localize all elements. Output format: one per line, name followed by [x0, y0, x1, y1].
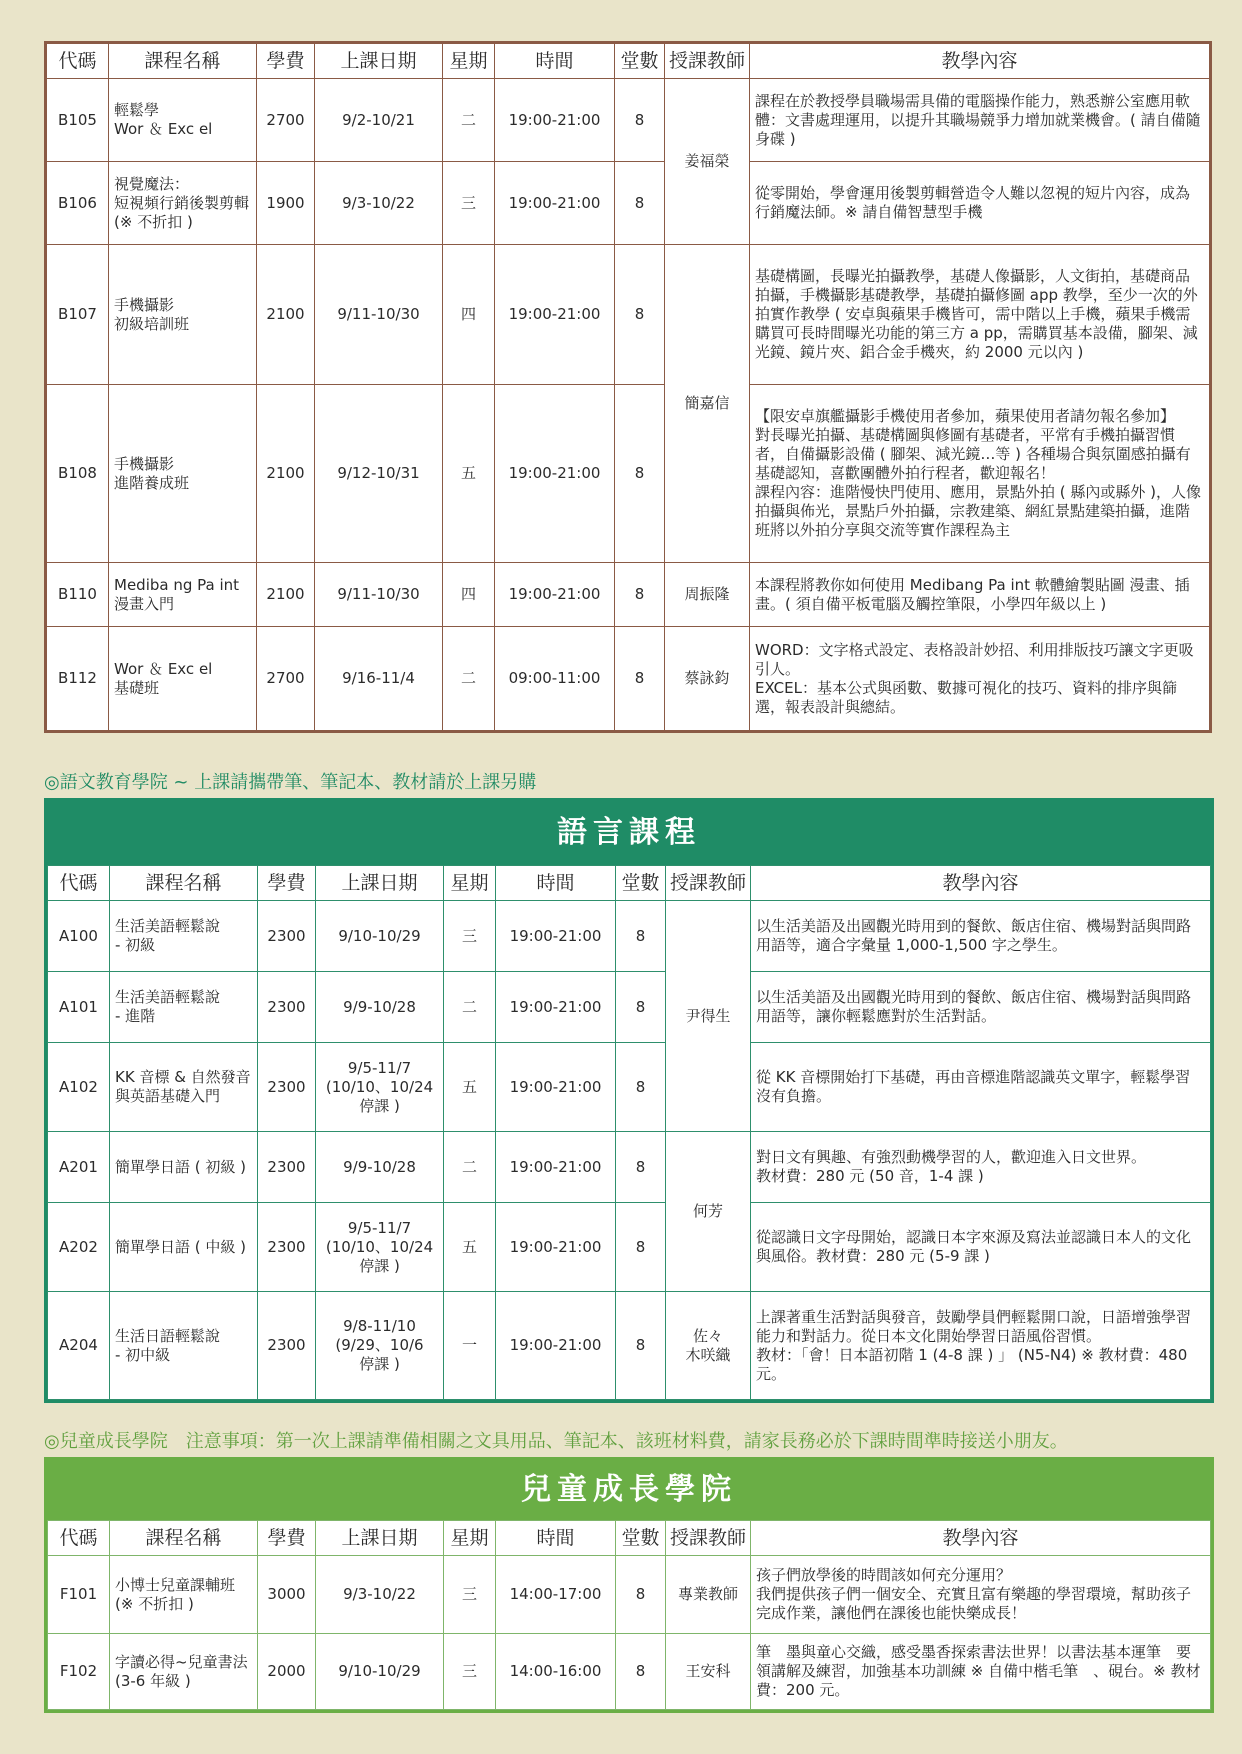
table-header-row: [48, 1521, 1211, 1556]
course-date: 9/8-11/10 (9/29、10/6 停課 ): [316, 1292, 444, 1400]
course-day: 三: [444, 901, 496, 972]
course-count: 8: [616, 1203, 666, 1292]
table-row: [48, 901, 1211, 972]
table-row: [47, 385, 1210, 563]
course-fee: 2100: [257, 245, 315, 385]
table-header-row: [48, 866, 1211, 901]
course-desc: 從零開始，學會運用後製剪輯營造令人難以忽視的短片內容，成為行銷魔法師。※ 請自備智慧型手機: [750, 162, 1210, 245]
course-fee: 2100: [257, 385, 315, 563]
course-desc: 孩子們放學後的時間該如何充分運用？ 我們提供孩子們一個安全、充實且富有樂趣的學習環境，幫助孩子完成作業，讓他們在課後也能快樂成長！: [751, 1556, 1211, 1634]
table-row: [48, 1556, 1211, 1634]
course-count: 8: [616, 1556, 666, 1634]
course-desc: 【限安卓旗艦攝影手機使用者參加，蘋果使用者請勿報名參加】 對長曝光拍攝、基礎構圖與修圖有基礎者，平常有手機拍攝習慣者，自備攝影設備 ( 腳架、減光鏡…等 ) 各種場合與氛圍感拍攝有基礎認知，喜歡團體外拍行程者，歡迎報名！ 課程內容：進階慢快門使用、應用，景點外拍 ( 縣內或縣外 )，人像拍攝與佈光，景點戶外拍攝，宗教建築、網紅景點建築拍攝，進階班將以外拍分享與交流等實作課程為主: [750, 385, 1210, 563]
course-time: 19:00-21:00: [496, 1043, 616, 1132]
course-name: 生活日語輕鬆說 - 初中級: [110, 1292, 258, 1400]
course-date: 9/12-10/31: [315, 385, 443, 563]
header-day: 星期: [443, 44, 495, 79]
header-desc: 教學內容: [751, 866, 1211, 901]
course-name: Mediba ng Pa int 漫畫入門: [109, 563, 257, 627]
course-day: 五: [443, 385, 495, 563]
course-fee: 2300: [258, 1132, 316, 1203]
course-time: 19:00-21:00: [495, 563, 615, 627]
course-code: A102: [48, 1043, 110, 1132]
language-section-note: ◎語文教育學院 ~ 上課請攜帶筆、筆記本、教材請於上課另購: [44, 772, 537, 793]
children-course-section: [44, 1457, 1214, 1713]
header-time: 時間: [496, 1521, 616, 1556]
course-time: 19:00-21:00: [495, 162, 615, 245]
course-code: B112: [47, 627, 109, 731]
course-desc: 從 KK 音標開始打下基礎，再由音標進階認識英文單字，輕鬆學習沒有負擔。: [751, 1043, 1211, 1132]
course-time: 19:00-21:00: [496, 1132, 616, 1203]
course-day: 五: [444, 1043, 496, 1132]
course-fee: 2700: [257, 627, 315, 731]
course-name: 輕鬆學 Wor ＆ Exc el: [109, 79, 257, 162]
header-fee: 學費: [257, 44, 315, 79]
course-time: 19:00-21:00: [495, 79, 615, 162]
header-count: 堂數: [616, 1521, 666, 1556]
course-teacher: 佐々 木咲織: [666, 1292, 751, 1400]
table-row: [48, 1203, 1211, 1292]
course-fee: 2000: [258, 1634, 316, 1710]
course-name: 小博士兒童課輔班 (※ 不折扣 ): [110, 1556, 258, 1634]
course-fee: 2300: [258, 1203, 316, 1292]
course-date: 9/2-10/21: [315, 79, 443, 162]
header-day: 星期: [444, 1521, 496, 1556]
course-code: A101: [48, 972, 110, 1043]
header-desc: 教學內容: [750, 44, 1210, 79]
course-teacher: 周振隆: [665, 563, 750, 627]
course-day: 三: [443, 162, 495, 245]
course-day: 二: [443, 79, 495, 162]
course-date: 9/9-10/28: [316, 972, 444, 1043]
course-name: 字讀必得~兒童書法 (3-6 年級 ): [110, 1634, 258, 1710]
course-code: A204: [48, 1292, 110, 1400]
course-desc: 對日文有興趣、有強烈動機學習的人，歡迎進入日文世界。 教材費：280 元 (50 音，1-4 課 ): [751, 1132, 1211, 1203]
course-code: A100: [48, 901, 110, 972]
language-course-section: [44, 798, 1214, 1403]
header-count: 堂數: [615, 44, 665, 79]
course-time: 19:00-21:00: [496, 1292, 616, 1400]
header-teacher: 授課教師: [666, 1521, 751, 1556]
course-fee: 3000: [258, 1556, 316, 1634]
course-time: 19:00-21:00: [495, 385, 615, 563]
course-count: 8: [616, 901, 666, 972]
course-date: 9/5-11/7 (10/10、10/24 停課 ): [316, 1203, 444, 1292]
children-banner-title: 兒童成長學院: [521, 1472, 737, 1507]
course-name: 手機攝影 進階養成班: [109, 385, 257, 563]
course-name: 視覺魔法： 短視頻行銷後製剪輯 (※ 不折扣 ): [109, 162, 257, 245]
course-time: 19:00-21:00: [496, 1203, 616, 1292]
course-count: 8: [616, 1043, 666, 1132]
table-row: [47, 563, 1210, 627]
course-name: 簡單學日語 ( 初級 ): [110, 1132, 258, 1203]
table-row: [47, 627, 1210, 731]
course-fee: 2300: [258, 1043, 316, 1132]
header-name: 課程名稱: [109, 44, 257, 79]
course-day: 四: [443, 245, 495, 385]
course-count: 8: [616, 972, 666, 1043]
children-course-table: [47, 1520, 1211, 1710]
course-desc: 課程在於教授學員職場需具備的電腦操作能力，熟悉辦公室應用軟體：文書處理運用，以提升其職場競爭力增加就業機會。( 請自備隨身碟 ): [750, 79, 1210, 162]
course-teacher: 姜福榮: [665, 79, 750, 245]
header-time: 時間: [495, 44, 615, 79]
course-fee: 1900: [257, 162, 315, 245]
course-date: 9/10-10/29: [316, 901, 444, 972]
course-day: 三: [444, 1634, 496, 1710]
children-section-note: ◎兒童成長學院 注意事項：第一次上課請準備相關之文具用品、筆記本、該班材料費，請家長務必於下課時間準時接送小朋友。: [44, 1431, 1068, 1452]
course-code: B107: [47, 245, 109, 385]
course-date: 9/16-11/4: [315, 627, 443, 731]
course-count: 8: [615, 627, 665, 731]
header-fee: 學費: [258, 1521, 316, 1556]
course-count: 8: [615, 245, 665, 385]
header-fee: 學費: [258, 866, 316, 901]
course-name: 生活美語輕鬆說 - 初級: [110, 901, 258, 972]
course-count: 8: [615, 162, 665, 245]
course-teacher: 尹得生: [666, 901, 751, 1132]
course-day: 三: [444, 1556, 496, 1634]
course-date: 9/11-10/30: [315, 245, 443, 385]
header-date: 上課日期: [315, 44, 443, 79]
table-row: [48, 1292, 1211, 1400]
course-count: 8: [615, 385, 665, 563]
course-day: 二: [444, 972, 496, 1043]
course-name: 手機攝影 初級培訓班: [109, 245, 257, 385]
course-name: 簡單學日語 ( 中級 ): [110, 1203, 258, 1292]
course-date: 9/10-10/29: [316, 1634, 444, 1710]
course-desc: 上課著重生活對話與發音，鼓勵學員們輕鬆開口說，日語增強學習能力和對話力。從日本文化開始學習日語風俗習慣。 教材：「會！日本語初階 1 (4-8 課 ) 」 (N5-N4) ※ 教材費：480 元。: [751, 1292, 1211, 1400]
course-code: A201: [48, 1132, 110, 1203]
course-desc: 基礎構圖，長曝光拍攝教學，基礎人像攝影，人文街拍，基礎商品拍攝，手機攝影基礎教學，基礎拍攝修圖 app 教學，至少一次的外拍實作教學 ( 安卓與蘋果手機皆可，需中階以上手機，蘋果手機需購買可長時間曝光功能的第三方 a pp，需購買基本設備，腳架、減光鏡、鏡片夾、鋁合金手機夾，約 2000 元以內 ): [750, 245, 1210, 385]
course-count: 8: [616, 1132, 666, 1203]
course-desc: 從認識日文字母開始，認識日本字來源及寫法並認識日本人的文化與風俗。教材費：280 元 (5-9 課 ): [751, 1203, 1211, 1292]
header-date: 上課日期: [316, 866, 444, 901]
course-date: 9/5-11/7 (10/10、10/24 停課 ): [316, 1043, 444, 1132]
course-fee: 2300: [258, 972, 316, 1043]
course-time: 19:00-21:00: [496, 972, 616, 1043]
course-name: Wor ＆ Exc el 基礎班: [109, 627, 257, 731]
table-row: [47, 79, 1210, 162]
table-row: [48, 1043, 1211, 1132]
table-row: [48, 1634, 1211, 1710]
course-desc: 本課程將教你如何使用 Medibang Pa int 軟體繪製貼圖 漫畫、插畫。( 須自備平板電腦及觸控筆限，小學四年級以上 ): [750, 563, 1210, 627]
course-code: F102: [48, 1634, 110, 1710]
header-code: 代碼: [47, 44, 109, 79]
course-code: F101: [48, 1556, 110, 1634]
course-desc: 以生活美語及出國觀光時用到的餐飲、飯店住宿、機場對話與問路用語等，適合字彙量 1,000-1,500 字之學生。: [751, 901, 1211, 972]
course-date: 9/11-10/30: [315, 563, 443, 627]
course-fee: 2300: [258, 1292, 316, 1400]
course-day: 四: [443, 563, 495, 627]
course-fee: 2300: [258, 901, 316, 972]
course-fee: 2700: [257, 79, 315, 162]
table-header-row: [47, 44, 1210, 79]
computer-course-section: [44, 41, 1212, 733]
course-teacher: 蔡詠鈞: [665, 627, 750, 731]
course-time: 09:00-11:00: [495, 627, 615, 731]
course-fee: 2100: [257, 563, 315, 627]
course-code: B106: [47, 162, 109, 245]
course-count: 8: [615, 563, 665, 627]
header-time: 時間: [496, 866, 616, 901]
course-name: 生活美語輕鬆說 - 進階: [110, 972, 258, 1043]
course-teacher: 專業教師: [666, 1556, 751, 1634]
course-code: A202: [48, 1203, 110, 1292]
table-row: [47, 162, 1210, 245]
course-teacher: 王安科: [666, 1634, 751, 1710]
course-desc: WORD：文字格式設定、表格設計妙招、利用排版技巧讓文字更吸引人。 EXCEL：基本公式與函數、數據可視化的技巧、資料的排序與篩選，報表設計與總結。: [750, 627, 1210, 731]
course-day: 五: [444, 1203, 496, 1292]
course-count: 8: [616, 1634, 666, 1710]
table-row: [47, 245, 1210, 385]
course-day: 一: [444, 1292, 496, 1400]
course-desc: 筆 墨與童心交織，感受墨香探索書法世界！以書法基本運筆 要領講解及練習，加強基本功訓練 ※ 自備中楷毛筆 、硯台。※ 教材費：200 元。: [751, 1634, 1211, 1710]
course-day: 二: [443, 627, 495, 731]
table-row: [48, 972, 1211, 1043]
course-time: 19:00-21:00: [496, 901, 616, 972]
language-course-table: [47, 865, 1211, 1400]
header-code: 代碼: [48, 866, 110, 901]
header-teacher: 授課教師: [665, 44, 750, 79]
course-teacher: 何芳: [666, 1132, 751, 1292]
course-time: 14:00-17:00: [496, 1556, 616, 1634]
course-desc: 以生活美語及出國觀光時用到的餐飲、飯店住宿、機場對話與問路用語等，讓你輕鬆應對於生活對話。: [751, 972, 1211, 1043]
course-count: 8: [615, 79, 665, 162]
course-code: B110: [47, 563, 109, 627]
course-count: 8: [616, 1292, 666, 1400]
header-teacher: 授課教師: [666, 866, 751, 901]
course-name: KK 音標 & 自然發音與英語基礎入門: [110, 1043, 258, 1132]
header-code: 代碼: [48, 1521, 110, 1556]
computer-course-table: [46, 43, 1210, 731]
course-date: 9/9-10/28: [316, 1132, 444, 1203]
course-date: 9/3-10/22: [316, 1556, 444, 1634]
header-day: 星期: [444, 866, 496, 901]
course-time: 14:00-16:00: [496, 1634, 616, 1710]
course-code: B108: [47, 385, 109, 563]
course-day: 二: [444, 1132, 496, 1203]
header-date: 上課日期: [316, 1521, 444, 1556]
course-date: 9/3-10/22: [315, 162, 443, 245]
course-teacher: 簡嘉信: [665, 245, 750, 563]
language-banner-title: 語言課程: [557, 815, 701, 850]
header-desc: 教學內容: [751, 1521, 1211, 1556]
header-count: 堂數: [616, 866, 666, 901]
header-name: 課程名稱: [110, 866, 258, 901]
header-name: 課程名稱: [110, 1521, 258, 1556]
course-time: 19:00-21:00: [495, 245, 615, 385]
course-code: B105: [47, 79, 109, 162]
table-row: [48, 1132, 1211, 1203]
